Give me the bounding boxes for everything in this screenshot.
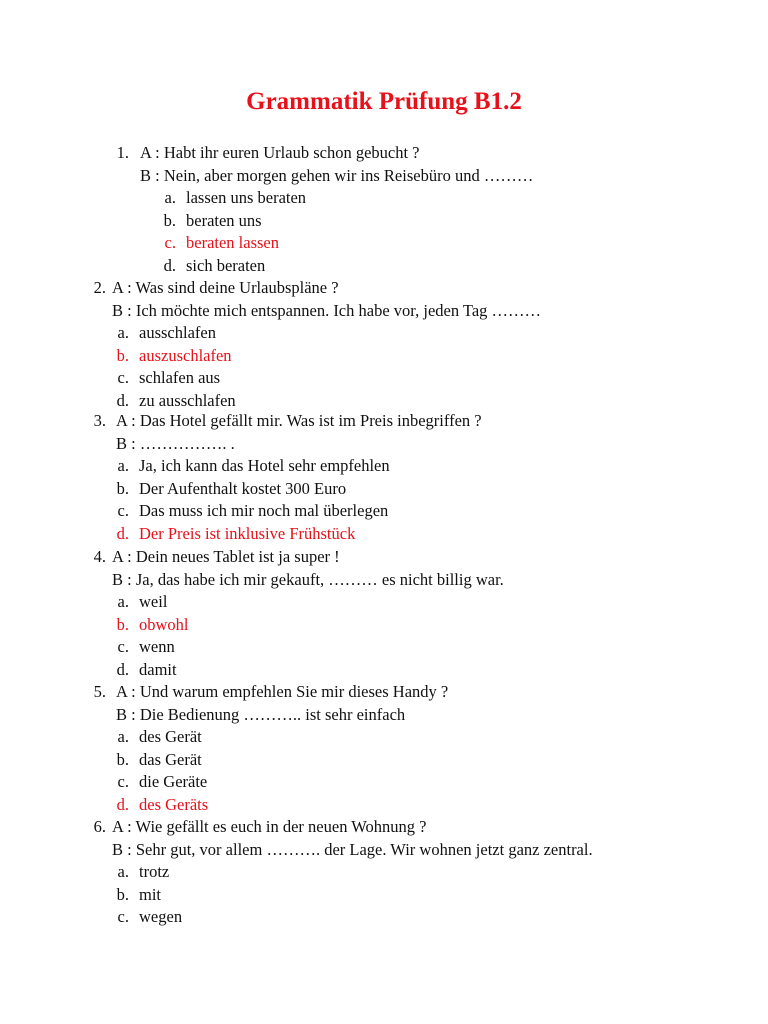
correct-answer-option: Der Preis ist inklusive Frühstück: [139, 523, 356, 543]
answer-option: sich beraten: [186, 255, 266, 275]
question-number: 2.: [93, 278, 106, 297]
question-line-a: A : Das Hotel gefällt mir. Was ist im Preis inbegriffen ?: [116, 411, 482, 430]
option-letter: d.: [116, 659, 129, 679]
question-line-b: B : Nein, aber morgen gehen wir ins Reisebüro und ………: [140, 165, 534, 185]
option-letter: d.: [116, 523, 129, 543]
question-number: 1.: [116, 143, 129, 162]
answer-option: die Geräte: [139, 772, 208, 791]
correct-answer-option: des Geräts: [139, 794, 209, 814]
option-letter: c.: [117, 907, 129, 926]
question-line-a: A : Habt ihr euren Urlaub schon gebucht ?: [140, 143, 420, 162]
answer-option: schlafen aus: [139, 368, 221, 387]
correct-answer-option: auszuschlafen: [139, 345, 232, 365]
option-letter: d.: [163, 255, 176, 275]
option-letter: d.: [116, 390, 129, 410]
answer-option: trotz: [139, 862, 170, 881]
option-letter: c.: [117, 501, 129, 520]
correct-answer-option: obwohl: [139, 614, 189, 634]
answer-option: das Gerät: [139, 749, 202, 769]
correct-answer-option: beraten lassen: [186, 233, 279, 252]
option-letter: c.: [117, 772, 129, 791]
option-letter: b.: [116, 478, 129, 498]
option-letter: b.: [116, 884, 129, 904]
option-letter: a.: [117, 862, 129, 881]
option-letter: a.: [117, 323, 129, 342]
option-letter: a.: [117, 456, 129, 475]
answer-option: des Gerät: [139, 727, 202, 746]
question-line-b: B : Ja, das habe ich mir gekauft, ……… es nicht billig war.: [112, 569, 504, 589]
option-letter: d.: [116, 794, 129, 814]
question-number: 4.: [93, 547, 106, 566]
answer-option: Ja, ich kann das Hotel sehr empfehlen: [139, 456, 390, 475]
option-letter: b.: [116, 345, 129, 365]
question-line-a: A : Was sind deine Urlaubspläne ?: [112, 278, 339, 297]
answer-option: damit: [139, 659, 177, 679]
answer-option: wegen: [139, 907, 183, 926]
question-line-a: A : Dein neues Tablet ist ja super !: [112, 547, 340, 566]
answer-option: weil: [139, 592, 168, 611]
question-line-b: B : Ich möchte mich entspannen. Ich habe vor, jeden Tag ………: [112, 300, 542, 320]
question-line-a: A : Wie gefällt es euch in der neuen Wohnung ?: [112, 817, 427, 836]
option-letter: a.: [117, 592, 129, 611]
option-letter: a.: [117, 727, 129, 746]
option-letter: c.: [164, 233, 176, 252]
page-title: Grammatik Prüfung B1.2: [246, 88, 522, 115]
question-number: 6.: [93, 817, 106, 836]
question-line-b: B : Sehr gut, vor allem ………. der Lage. Wir wohnen jetzt ganz zentral.: [112, 839, 593, 859]
answer-option: Der Aufenthalt kostet 300 Euro: [139, 478, 347, 498]
question-number: 3.: [93, 411, 106, 430]
option-letter: b.: [163, 210, 176, 230]
answer-option: lassen uns beraten: [186, 188, 307, 207]
question-line-b: B : Die Bedienung ……….. ist sehr einfach: [116, 704, 406, 724]
answer-option: beraten uns: [186, 210, 262, 230]
question-line-a: A : Und warum empfehlen Sie mir dieses Handy ?: [116, 682, 449, 701]
question-number: 5.: [93, 682, 106, 701]
option-letter: b.: [116, 749, 129, 769]
answer-option: Das muss ich mir noch mal überlegen: [139, 501, 389, 520]
option-letter: a.: [164, 188, 176, 207]
option-letter: b.: [116, 614, 129, 634]
option-letter: c.: [117, 637, 129, 656]
answer-option: zu ausschlafen: [139, 390, 236, 410]
answer-option: mit: [139, 884, 162, 904]
answer-option: wenn: [139, 637, 175, 656]
option-letter: c.: [117, 368, 129, 387]
question-line-b: B : ……………. .: [116, 433, 235, 453]
answer-option: ausschlafen: [139, 323, 216, 342]
